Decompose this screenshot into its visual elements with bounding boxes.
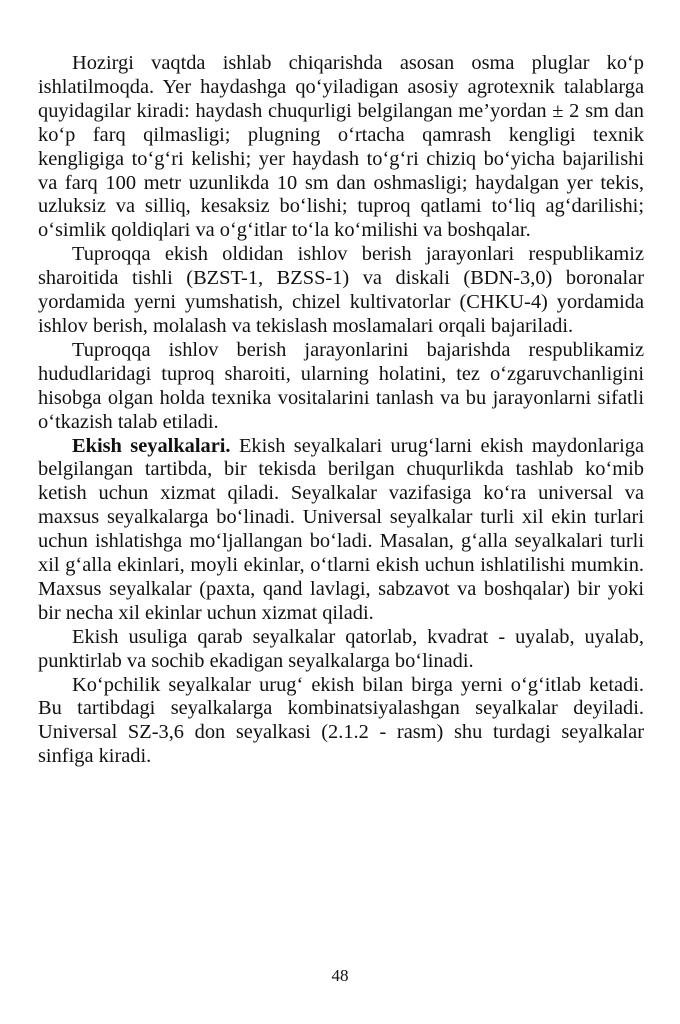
paragraph-soil-conditions [38,339,644,435]
paragraph-text: Tuproqqa ekish oldidan ishlov berish jarayonlari respublikamiz sharoitida tishli (BZST-1, BZSS-1) va diskali (BDN-3,0) boronalar yordamida yerni yumshatish, chizel kultivatorlar (CHKU-4) yordamida ishlov berish, molalash va tekislash moslamalari orqali bajariladi. [38,243,644,337]
page-number: 48 [331,966,349,985]
paragraph-combined-seeders [38,674,644,770]
paragraph-text: Ekish usuliga qarab seyalkalar qatorlab, kvadrat - uyalab, uyalab, punktirlab va sochib ekadigan seyalkalarga bo‘linadi. [38,625,644,672]
paragraph-plowing-requirements [38,52,644,243]
paragraph-sowing-methods [38,626,644,674]
paragraph-text: Ekish seyalkalari urug‘larni ekish maydonlariga belgilangan tartibda, bir tekisda berilgan chuqurlikda tashlab ko‘mib ketish uchun xizmat qiladi. Seyalkalar vazifasiga ko‘ra universal va maxsus seyalkalarga bo‘linadi. Universal seyalkalar turli xil ekin turlari uchun ishlatishga mo‘ljallangan bo‘ladi. Masalan, g‘alla seyalkalari turli xil g‘alla ekinlari, moyli ekinlar, o‘tlarni ekish uchun ishlatilishi mumkin. Maxsus seyalkalar (paxta, qand lavlagi, sabzavot va boshqalar) bir yoki bir necha xil ekinlar uchun xizmat qiladi. [38,434,645,624]
paragraph-seeders-heading [38,435,644,626]
paragraph-text: Tuproqqa ishlov berish jarayonlarini bajarishda respublikamiz hududlaridagi tuproq sharoiti, ularning holatini, tez o‘zgaruvchanligini hisobga olgan holda texnika vositalarini tanlash va bu jarayonlarni sifatli o‘tkazish talab etiladi. [38,338,644,433]
paragraph-text: Hozirgi vaqtda ishlab chiqarishda asosan osma pluglar ko‘p ishlatilmoqda. Yer haydashga qo‘yiladigan asosiy agrotexnik talablarga quyidagilar kiradi: haydash chuqurligi belgilangan me’yordan ± 2 sm dan ko‘p farq qilmasligi; plugning o‘rtacha qamrash kengligi texnik kengligiga to‘g‘ri kelishi; yer haydash to‘g‘ri chiziq bo‘yicha bajarilishi va farq 100 metr uzunlikda 10 sm dan oshmasligi; haydalgan yer tekis, uzluksiz va silliq, kesaksiz bo‘lishi; tuproq qatlami to‘liq ag‘darilishi; o‘simlik qoldiqlari va o‘g‘itlar to‘la ko‘milishi va boshqalar. [38,52,644,242]
section-heading: Ekish seyalkalari. [72,434,231,457]
paragraph-text: Ko‘pchilik seyalkalar urug‘ ekish bilan birga yerni o‘g‘itlab ketadi. Bu tartibdagi seyalkalarga kombinatsiyalashgan seyalkalar deyiladi. Universal SZ-3,6 don seyalkasi (2.1.2 - rasm) shu turdagi seyalkalar sinfiga kiradi. [38,673,644,768]
paragraph-pre-sowing-tillage [38,243,644,339]
page-body [38,52,644,769]
